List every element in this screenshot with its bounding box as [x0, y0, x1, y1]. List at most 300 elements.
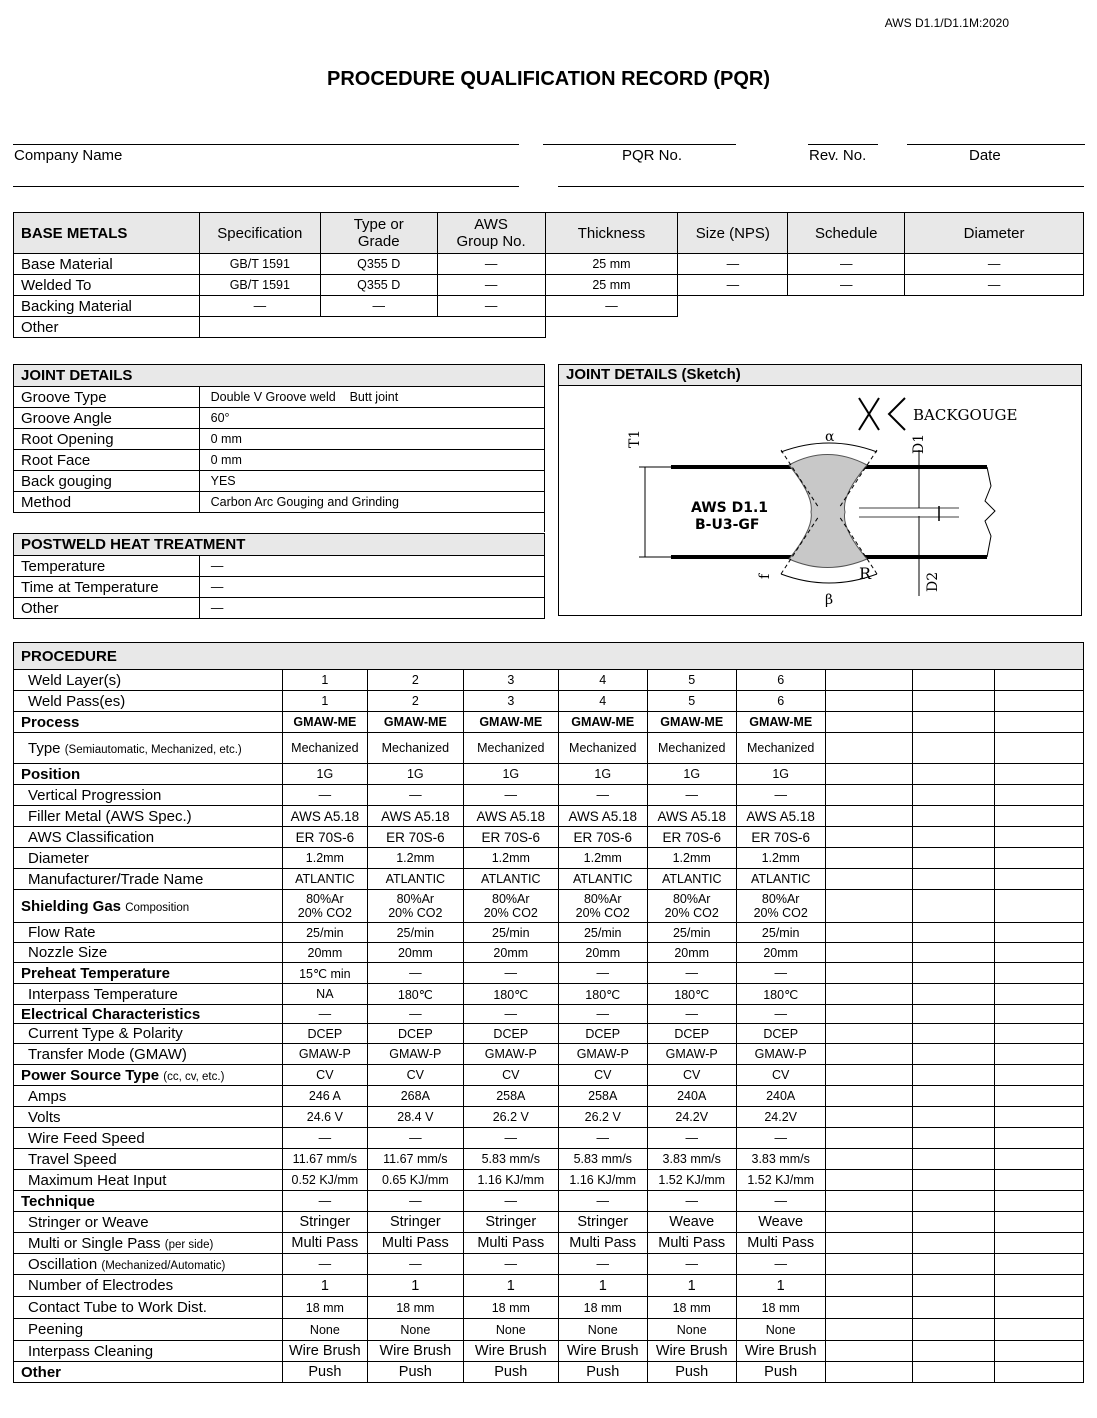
- procedure-cell[interactable]: 5.83 mm/s: [463, 1149, 558, 1170]
- procedure-cell[interactable]: —: [558, 1005, 647, 1024]
- procedure-cell[interactable]: Push: [282, 1362, 367, 1383]
- procedure-empty-cell[interactable]: [995, 1024, 1084, 1044]
- procedure-cell[interactable]: Wire Brush: [558, 1341, 647, 1362]
- procedure-cell[interactable]: —: [736, 963, 825, 984]
- cell[interactable]: Double V Groove weld Butt joint: [199, 387, 544, 408]
- procedure-cell[interactable]: 1.16 KJ/mm: [463, 1170, 558, 1191]
- procedure-cell[interactable]: 25/min: [736, 923, 825, 943]
- procedure-cell[interactable]: 18 mm: [647, 1297, 736, 1319]
- procedure-empty-cell[interactable]: [913, 984, 995, 1005]
- procedure-empty-cell[interactable]: [995, 764, 1084, 785]
- procedure-cell[interactable]: ATLANTIC: [558, 869, 647, 890]
- procedure-cell[interactable]: CV: [558, 1065, 647, 1086]
- procedure-empty-cell[interactable]: [995, 1233, 1084, 1254]
- other-cell[interactable]: [199, 317, 545, 338]
- procedure-cell[interactable]: DCEP: [367, 1024, 463, 1044]
- procedure-cell[interactable]: GMAW-ME: [367, 712, 463, 733]
- procedure-empty-cell[interactable]: [825, 984, 913, 1005]
- procedure-empty-cell[interactable]: [825, 943, 913, 963]
- procedure-empty-cell[interactable]: [825, 1128, 913, 1149]
- procedure-cell[interactable]: 20mm: [558, 943, 647, 963]
- procedure-cell[interactable]: 26.2 V: [558, 1107, 647, 1128]
- procedure-empty-cell[interactable]: [825, 827, 913, 848]
- procedure-cell[interactable]: —: [367, 1254, 463, 1275]
- procedure-cell[interactable]: GMAW-ME: [463, 712, 558, 733]
- procedure-cell[interactable]: —: [463, 1191, 558, 1212]
- procedure-cell[interactable]: —: [736, 1191, 825, 1212]
- procedure-cell[interactable]: Multi Pass: [463, 1233, 558, 1254]
- procedure-empty-cell[interactable]: [995, 806, 1084, 827]
- procedure-empty-cell[interactable]: [913, 691, 995, 712]
- procedure-cell[interactable]: AWS A5.18: [647, 806, 736, 827]
- procedure-cell[interactable]: 3.83 mm/s: [647, 1149, 736, 1170]
- procedure-cell[interactable]: 11.67 mm/s: [367, 1149, 463, 1170]
- cell[interactable]: —: [437, 254, 545, 275]
- procedure-cell[interactable]: 180℃: [367, 984, 463, 1005]
- procedure-cell[interactable]: 24.6 V: [282, 1107, 367, 1128]
- procedure-cell[interactable]: GMAW-P: [736, 1044, 825, 1065]
- procedure-empty-cell[interactable]: [825, 1297, 913, 1319]
- procedure-empty-cell[interactable]: [995, 1297, 1084, 1319]
- procedure-cell[interactable]: GMAW-ME: [282, 712, 367, 733]
- procedure-cell[interactable]: [282, 890, 367, 923]
- procedure-cell[interactable]: GMAW-ME: [736, 712, 825, 733]
- procedure-cell[interactable]: Multi Pass: [736, 1233, 825, 1254]
- procedure-empty-cell[interactable]: [913, 1275, 995, 1297]
- procedure-cell[interactable]: Push: [367, 1362, 463, 1383]
- procedure-cell[interactable]: —: [282, 785, 367, 806]
- procedure-cell[interactable]: —: [367, 785, 463, 806]
- procedure-empty-cell[interactable]: [825, 869, 913, 890]
- procedure-cell[interactable]: 180℃: [736, 984, 825, 1005]
- company-name-line-2[interactable]: [13, 186, 519, 187]
- procedure-empty-cell[interactable]: [995, 923, 1084, 943]
- procedure-empty-cell[interactable]: [913, 869, 995, 890]
- procedure-empty-cell[interactable]: [995, 1149, 1084, 1170]
- procedure-cell[interactable]: 258A: [463, 1086, 558, 1107]
- cell[interactable]: 25 mm: [545, 275, 678, 296]
- cell[interactable]: GB/T 1591: [199, 275, 320, 296]
- procedure-cell[interactable]: —: [463, 963, 558, 984]
- procedure-cell[interactable]: —: [282, 1191, 367, 1212]
- procedure-cell[interactable]: 1: [282, 670, 367, 691]
- procedure-cell[interactable]: 1.2mm: [558, 848, 647, 869]
- procedure-empty-cell[interactable]: [913, 1212, 995, 1233]
- cell[interactable]: —: [199, 598, 544, 619]
- procedure-cell[interactable]: 1: [367, 1275, 463, 1297]
- procedure-empty-cell[interactable]: [995, 691, 1084, 712]
- procedure-empty-cell[interactable]: [825, 848, 913, 869]
- procedure-cell[interactable]: 268A: [367, 1086, 463, 1107]
- procedure-cell[interactable]: Multi Pass: [558, 1233, 647, 1254]
- procedure-empty-cell[interactable]: [825, 890, 913, 923]
- procedure-cell[interactable]: [647, 890, 736, 923]
- procedure-cell[interactable]: 5: [647, 670, 736, 691]
- procedure-empty-cell[interactable]: [825, 1341, 913, 1362]
- procedure-cell[interactable]: —: [647, 1005, 736, 1024]
- procedure-empty-cell[interactable]: [825, 691, 913, 712]
- procedure-empty-cell[interactable]: [913, 943, 995, 963]
- procedure-cell[interactable]: —: [647, 1254, 736, 1275]
- procedure-cell[interactable]: 1G: [463, 764, 558, 785]
- procedure-cell[interactable]: ER 70S-6: [647, 827, 736, 848]
- procedure-empty-cell[interactable]: [913, 1107, 995, 1128]
- procedure-cell[interactable]: ATLANTIC: [463, 869, 558, 890]
- procedure-empty-cell[interactable]: [995, 1275, 1084, 1297]
- procedure-empty-cell[interactable]: [913, 1254, 995, 1275]
- procedure-cell[interactable]: 1G: [367, 764, 463, 785]
- procedure-cell[interactable]: ER 70S-6: [463, 827, 558, 848]
- procedure-empty-cell[interactable]: [995, 1319, 1084, 1341]
- procedure-empty-cell[interactable]: [995, 670, 1084, 691]
- procedure-cell[interactable]: [558, 890, 647, 923]
- procedure-cell[interactable]: CV: [736, 1065, 825, 1086]
- procedure-cell[interactable]: Push: [463, 1362, 558, 1383]
- procedure-cell[interactable]: —: [647, 963, 736, 984]
- procedure-cell[interactable]: 1.2mm: [736, 848, 825, 869]
- procedure-empty-cell[interactable]: [913, 890, 995, 923]
- procedure-cell[interactable]: 1.2mm: [647, 848, 736, 869]
- procedure-cell[interactable]: 20mm: [736, 943, 825, 963]
- procedure-empty-cell[interactable]: [995, 1212, 1084, 1233]
- procedure-cell[interactable]: —: [736, 1254, 825, 1275]
- procedure-cell[interactable]: 28.4 V: [367, 1107, 463, 1128]
- procedure-cell[interactable]: 1.52 KJ/mm: [647, 1170, 736, 1191]
- procedure-cell[interactable]: AWS A5.18: [367, 806, 463, 827]
- cell[interactable]: —: [545, 296, 678, 317]
- procedure-cell[interactable]: Weave: [736, 1212, 825, 1233]
- procedure-cell[interactable]: 20mm: [367, 943, 463, 963]
- procedure-cell[interactable]: 240A: [736, 1086, 825, 1107]
- procedure-cell[interactable]: 180℃: [558, 984, 647, 1005]
- procedure-cell[interactable]: —: [647, 1128, 736, 1149]
- procedure-empty-cell[interactable]: [825, 1065, 913, 1086]
- procedure-cell[interactable]: DCEP: [282, 1024, 367, 1044]
- procedure-cell[interactable]: 240A: [647, 1086, 736, 1107]
- procedure-empty-cell[interactable]: [995, 1005, 1084, 1024]
- procedure-empty-cell[interactable]: [913, 1297, 995, 1319]
- procedure-cell[interactable]: Weave: [647, 1212, 736, 1233]
- procedure-cell[interactable]: ATLANTIC: [367, 869, 463, 890]
- procedure-cell[interactable]: None: [463, 1319, 558, 1341]
- procedure-empty-cell[interactable]: [913, 806, 995, 827]
- procedure-empty-cell[interactable]: [913, 1044, 995, 1065]
- procedure-cell[interactable]: [367, 890, 463, 923]
- procedure-empty-cell[interactable]: [825, 1149, 913, 1170]
- procedure-cell[interactable]: Wire Brush: [736, 1341, 825, 1362]
- procedure-cell[interactable]: 3: [463, 670, 558, 691]
- procedure-empty-cell[interactable]: [995, 1128, 1084, 1149]
- cell[interactable]: —: [905, 275, 1084, 296]
- procedure-empty-cell[interactable]: [825, 806, 913, 827]
- cell[interactable]: —: [788, 254, 905, 275]
- procedure-cell[interactable]: NA: [282, 984, 367, 1005]
- procedure-cell[interactable]: —: [367, 1128, 463, 1149]
- cell[interactable]: —: [199, 296, 320, 317]
- procedure-cell[interactable]: —: [558, 1128, 647, 1149]
- procedure-cell[interactable]: —: [367, 963, 463, 984]
- procedure-empty-cell[interactable]: [825, 785, 913, 806]
- procedure-empty-cell[interactable]: [995, 785, 1084, 806]
- procedure-cell[interactable]: 1.2mm: [367, 848, 463, 869]
- procedure-cell[interactable]: 1: [736, 1275, 825, 1297]
- procedure-empty-cell[interactable]: [825, 963, 913, 984]
- cell[interactable]: YES: [199, 471, 544, 492]
- procedure-cell[interactable]: 18 mm: [558, 1297, 647, 1319]
- procedure-cell[interactable]: —: [558, 1191, 647, 1212]
- cell[interactable]: —: [437, 275, 545, 296]
- procedure-cell[interactable]: None: [647, 1319, 736, 1341]
- procedure-cell[interactable]: 0.52 KJ/mm: [282, 1170, 367, 1191]
- procedure-empty-cell[interactable]: [825, 1044, 913, 1065]
- cell[interactable]: —: [437, 296, 545, 317]
- procedure-empty-cell[interactable]: [825, 733, 913, 764]
- procedure-cell[interactable]: 1G: [647, 764, 736, 785]
- procedure-cell[interactable]: DCEP: [736, 1024, 825, 1044]
- procedure-cell[interactable]: CV: [367, 1065, 463, 1086]
- procedure-cell[interactable]: 180℃: [463, 984, 558, 1005]
- procedure-empty-cell[interactable]: [995, 712, 1084, 733]
- rev-no-line[interactable]: [808, 144, 878, 145]
- procedure-cell[interactable]: 258A: [558, 1086, 647, 1107]
- procedure-empty-cell[interactable]: [995, 1044, 1084, 1065]
- procedure-cell[interactable]: 4: [558, 670, 647, 691]
- procedure-empty-cell[interactable]: [913, 733, 995, 764]
- procedure-cell[interactable]: Mechanized: [647, 733, 736, 764]
- procedure-empty-cell[interactable]: [913, 1362, 995, 1383]
- procedure-cell[interactable]: AWS A5.18: [282, 806, 367, 827]
- cell[interactable]: —: [788, 275, 905, 296]
- procedure-empty-cell[interactable]: [825, 1024, 913, 1044]
- procedure-empty-cell[interactable]: [913, 1149, 995, 1170]
- procedure-cell[interactable]: —: [647, 1191, 736, 1212]
- procedure-cell[interactable]: 1: [463, 1275, 558, 1297]
- procedure-cell[interactable]: —: [463, 1128, 558, 1149]
- procedure-empty-cell[interactable]: [825, 1191, 913, 1212]
- procedure-cell[interactable]: ER 70S-6: [558, 827, 647, 848]
- procedure-cell[interactable]: None: [558, 1319, 647, 1341]
- procedure-empty-cell[interactable]: [995, 827, 1084, 848]
- procedure-cell[interactable]: 1: [282, 691, 367, 712]
- procedure-cell[interactable]: 1: [647, 1275, 736, 1297]
- procedure-cell[interactable]: 1: [282, 1275, 367, 1297]
- procedure-cell[interactable]: —: [282, 1128, 367, 1149]
- procedure-cell[interactable]: 6: [736, 691, 825, 712]
- procedure-cell[interactable]: 25/min: [463, 923, 558, 943]
- procedure-cell[interactable]: 25/min: [647, 923, 736, 943]
- procedure-empty-cell[interactable]: [825, 764, 913, 785]
- procedure-cell[interactable]: 18 mm: [463, 1297, 558, 1319]
- procedure-empty-cell[interactable]: [825, 1005, 913, 1024]
- pqr-line-2[interactable]: [558, 186, 1084, 187]
- procedure-empty-cell[interactable]: [825, 1275, 913, 1297]
- date-line[interactable]: [907, 144, 1085, 145]
- procedure-empty-cell[interactable]: [913, 1341, 995, 1362]
- procedure-empty-cell[interactable]: [825, 1233, 913, 1254]
- procedure-cell[interactable]: 5.83 mm/s: [558, 1149, 647, 1170]
- procedure-empty-cell[interactable]: [913, 764, 995, 785]
- procedure-empty-cell[interactable]: [995, 1254, 1084, 1275]
- procedure-empty-cell[interactable]: [913, 1065, 995, 1086]
- procedure-empty-cell[interactable]: [995, 1065, 1084, 1086]
- procedure-cell[interactable]: Mechanized: [558, 733, 647, 764]
- procedure-empty-cell[interactable]: [825, 1086, 913, 1107]
- procedure-cell[interactable]: 25/min: [282, 923, 367, 943]
- procedure-cell[interactable]: —: [463, 785, 558, 806]
- procedure-cell[interactable]: 3.83 mm/s: [736, 1149, 825, 1170]
- procedure-cell[interactable]: Stringer: [282, 1212, 367, 1233]
- procedure-cell[interactable]: —: [367, 1191, 463, 1212]
- procedure-empty-cell[interactable]: [995, 1086, 1084, 1107]
- procedure-cell[interactable]: —: [736, 1128, 825, 1149]
- procedure-cell[interactable]: ER 70S-6: [367, 827, 463, 848]
- procedure-empty-cell[interactable]: [913, 1005, 995, 1024]
- procedure-cell[interactable]: Mechanized: [463, 733, 558, 764]
- procedure-empty-cell[interactable]: [825, 1254, 913, 1275]
- procedure-empty-cell[interactable]: [913, 923, 995, 943]
- cell[interactable]: Carbon Arc Gouging and Grinding: [199, 492, 544, 513]
- procedure-cell[interactable]: DCEP: [463, 1024, 558, 1044]
- procedure-cell[interactable]: Multi Pass: [647, 1233, 736, 1254]
- procedure-empty-cell[interactable]: [913, 1191, 995, 1212]
- procedure-cell[interactable]: —: [558, 1254, 647, 1275]
- company-name-line[interactable]: [13, 144, 519, 145]
- procedure-cell[interactable]: None: [367, 1319, 463, 1341]
- procedure-empty-cell[interactable]: [913, 848, 995, 869]
- procedure-cell[interactable]: 1G: [736, 764, 825, 785]
- procedure-cell[interactable]: AWS A5.18: [736, 806, 825, 827]
- procedure-empty-cell[interactable]: [913, 1024, 995, 1044]
- procedure-cell[interactable]: 20mm: [282, 943, 367, 963]
- procedure-cell[interactable]: CV: [282, 1065, 367, 1086]
- procedure-cell[interactable]: 24.2V: [647, 1107, 736, 1128]
- procedure-cell[interactable]: Stringer: [558, 1212, 647, 1233]
- procedure-cell[interactable]: 1G: [282, 764, 367, 785]
- procedure-cell[interactable]: Wire Brush: [367, 1341, 463, 1362]
- procedure-cell[interactable]: —: [647, 785, 736, 806]
- procedure-cell[interactable]: GMAW-P: [647, 1044, 736, 1065]
- cell[interactable]: —: [199, 556, 544, 577]
- procedure-empty-cell[interactable]: [995, 1170, 1084, 1191]
- procedure-empty-cell[interactable]: [995, 1107, 1084, 1128]
- procedure-cell[interactable]: Mechanized: [282, 733, 367, 764]
- procedure-cell[interactable]: [463, 890, 558, 923]
- procedure-cell[interactable]: Push: [558, 1362, 647, 1383]
- procedure-empty-cell[interactable]: [995, 848, 1084, 869]
- procedure-cell[interactable]: GMAW-ME: [558, 712, 647, 733]
- procedure-empty-cell[interactable]: [913, 963, 995, 984]
- procedure-cell[interactable]: 20mm: [463, 943, 558, 963]
- procedure-cell[interactable]: 1G: [558, 764, 647, 785]
- cell[interactable]: —: [905, 254, 1084, 275]
- procedure-cell[interactable]: 24.2V: [736, 1107, 825, 1128]
- pqr-no-line[interactable]: [543, 144, 736, 145]
- cell[interactable]: GB/T 1591: [199, 254, 320, 275]
- procedure-cell[interactable]: 1.2mm: [463, 848, 558, 869]
- cell[interactable]: —: [678, 254, 788, 275]
- procedure-cell[interactable]: 1.16 KJ/mm: [558, 1170, 647, 1191]
- cell[interactable]: —: [678, 275, 788, 296]
- procedure-cell[interactable]: 20mm: [647, 943, 736, 963]
- procedure-cell[interactable]: 2: [367, 670, 463, 691]
- procedure-cell[interactable]: DCEP: [558, 1024, 647, 1044]
- procedure-cell[interactable]: Wire Brush: [647, 1341, 736, 1362]
- procedure-cell[interactable]: 1.52 KJ/mm: [736, 1170, 825, 1191]
- procedure-cell[interactable]: 4: [558, 691, 647, 712]
- procedure-cell[interactable]: None: [282, 1319, 367, 1341]
- procedure-cell[interactable]: AWS A5.18: [558, 806, 647, 827]
- procedure-empty-cell[interactable]: [913, 785, 995, 806]
- procedure-empty-cell[interactable]: [825, 1319, 913, 1341]
- procedure-cell[interactable]: Wire Brush: [463, 1341, 558, 1362]
- procedure-empty-cell[interactable]: [825, 670, 913, 691]
- procedure-cell[interactable]: 25/min: [367, 923, 463, 943]
- procedure-cell[interactable]: 1.2mm: [282, 848, 367, 869]
- cell[interactable]: 0 mm: [199, 450, 544, 471]
- procedure-cell[interactable]: Push: [647, 1362, 736, 1383]
- procedure-empty-cell[interactable]: [995, 869, 1084, 890]
- procedure-empty-cell[interactable]: [995, 1341, 1084, 1362]
- procedure-cell[interactable]: 6: [736, 670, 825, 691]
- procedure-cell[interactable]: GMAW-P: [558, 1044, 647, 1065]
- procedure-cell[interactable]: 246 A: [282, 1086, 367, 1107]
- procedure-cell[interactable]: 26.2 V: [463, 1107, 558, 1128]
- procedure-cell[interactable]: GMAW-P: [367, 1044, 463, 1065]
- procedure-cell[interactable]: ATLANTIC: [736, 869, 825, 890]
- procedure-empty-cell[interactable]: [995, 733, 1084, 764]
- procedure-cell[interactable]: —: [558, 963, 647, 984]
- procedure-cell[interactable]: —: [282, 1005, 367, 1024]
- procedure-cell[interactable]: ATLANTIC: [647, 869, 736, 890]
- procedure-cell[interactable]: Wire Brush: [282, 1341, 367, 1362]
- procedure-empty-cell[interactable]: [995, 984, 1084, 1005]
- procedure-cell[interactable]: —: [463, 1005, 558, 1024]
- procedure-empty-cell[interactable]: [825, 712, 913, 733]
- procedure-cell[interactable]: 18 mm: [736, 1297, 825, 1319]
- procedure-empty-cell[interactable]: [995, 890, 1084, 923]
- procedure-cell[interactable]: Stringer: [463, 1212, 558, 1233]
- procedure-empty-cell[interactable]: [913, 712, 995, 733]
- procedure-cell[interactable]: 3: [463, 691, 558, 712]
- procedure-cell[interactable]: Mechanized: [736, 733, 825, 764]
- procedure-cell[interactable]: —: [736, 1005, 825, 1024]
- procedure-empty-cell[interactable]: [995, 1191, 1084, 1212]
- procedure-cell[interactable]: [736, 890, 825, 923]
- procedure-cell[interactable]: 2: [367, 691, 463, 712]
- procedure-cell[interactable]: 0.65 KJ/mm: [367, 1170, 463, 1191]
- procedure-cell[interactable]: —: [463, 1254, 558, 1275]
- procedure-cell[interactable]: CV: [463, 1065, 558, 1086]
- procedure-empty-cell[interactable]: [825, 1107, 913, 1128]
- cell[interactable]: Q355 D: [320, 275, 437, 296]
- cell[interactable]: Q355 D: [320, 254, 437, 275]
- procedure-cell[interactable]: GMAW-P: [463, 1044, 558, 1065]
- procedure-cell[interactable]: 25/min: [558, 923, 647, 943]
- procedure-cell[interactable]: 18 mm: [367, 1297, 463, 1319]
- procedure-empty-cell[interactable]: [825, 923, 913, 943]
- procedure-cell[interactable]: Multi Pass: [282, 1233, 367, 1254]
- procedure-empty-cell[interactable]: [995, 1362, 1084, 1383]
- cell[interactable]: —: [199, 577, 544, 598]
- cell[interactable]: 60°: [199, 408, 544, 429]
- procedure-cell[interactable]: 1: [558, 1275, 647, 1297]
- procedure-cell[interactable]: —: [282, 1254, 367, 1275]
- procedure-empty-cell[interactable]: [913, 1319, 995, 1341]
- procedure-cell[interactable]: AWS A5.18: [463, 806, 558, 827]
- procedure-cell[interactable]: —: [558, 785, 647, 806]
- procedure-cell[interactable]: 11.67 mm/s: [282, 1149, 367, 1170]
- procedure-empty-cell[interactable]: [913, 1233, 995, 1254]
